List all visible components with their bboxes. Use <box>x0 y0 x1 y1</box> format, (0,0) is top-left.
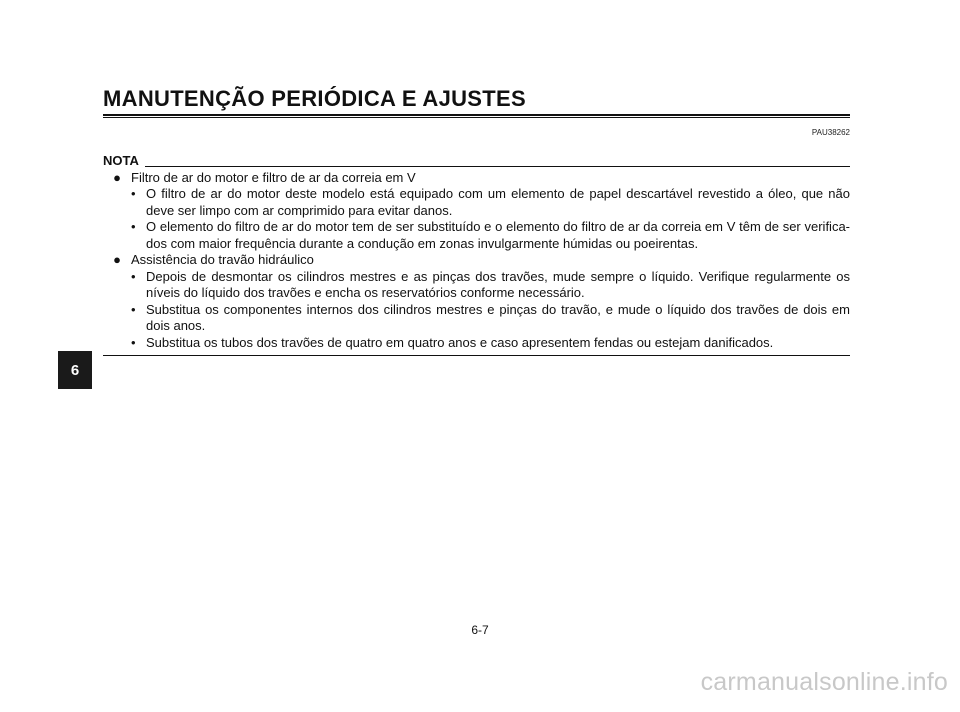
note-header-rule <box>145 166 850 167</box>
page-number: 6-7 <box>471 623 489 637</box>
list-item <box>131 269 850 302</box>
title-rule <box>103 114 850 118</box>
note-header <box>103 153 850 170</box>
note-label: NOTA <box>103 153 139 168</box>
dot-bullet-icon: • <box>131 219 136 234</box>
section-title: Filtro de ar do motor e filtro de ar da correia em V <box>131 169 416 185</box>
section-item-list <box>131 186 850 252</box>
dot-bullet-icon: • <box>131 301 136 317</box>
page-title: MANUTENÇÃO PERIÓDICA E AJUSTES <box>103 86 526 111</box>
note-end-rule <box>103 355 850 356</box>
chapter-tab: 6 <box>58 351 92 389</box>
dot-bullet-icon: • <box>131 186 136 201</box>
list-item <box>131 186 850 219</box>
note-section-hydraulic-brake <box>103 252 850 351</box>
list-item-text: Substitua os componentes internos dos cilindros mestres e pinças do travão, e mude o líquido dos travões de dois em dois anos. <box>146 301 850 333</box>
list-item <box>131 335 850 352</box>
section-title: Assistência do travão hidráulico <box>131 252 314 267</box>
list-item-text: Substitua os tubos dos travões de quatro em quatro anos e caso apresentem fendas ou estejam danificados. <box>146 334 774 350</box>
dot-bullet-icon: • <box>131 268 136 284</box>
list-item <box>131 302 850 335</box>
round-bullet-icon: ● <box>113 252 121 267</box>
dot-bullet-icon: • <box>131 334 136 350</box>
list-item-text: Depois de desmontar os cilindros mestres e as pinças dos travões, mude sempre o líquido. Verifique regularmente os níveis do líquido dos travões e encha os reservatórios conforme necessário. <box>146 268 850 300</box>
note-box <box>103 153 850 356</box>
reference-code: PAU38262 <box>811 128 850 137</box>
list-item-text: O elemento do filtro de ar do motor tem de ser substituído e o elemento do filtro de ar da correia em V têm de ser verifica-dos com maior frequência durante a condução em zonas invulgarmente húmidas ou poeirentas. <box>146 219 850 251</box>
section-item-list <box>131 269 850 352</box>
list-item <box>131 219 850 252</box>
round-bullet-icon: ● <box>113 169 121 185</box>
list-item-text: O filtro de ar do motor deste modelo está equipado com um elemento de papel descartável revestido a óleo, que não deve ser limpo com ar comprimido para evitar danos. <box>146 186 850 218</box>
note-section-air-filter <box>103 170 850 253</box>
watermark: carmanualsonline.info <box>700 668 948 696</box>
